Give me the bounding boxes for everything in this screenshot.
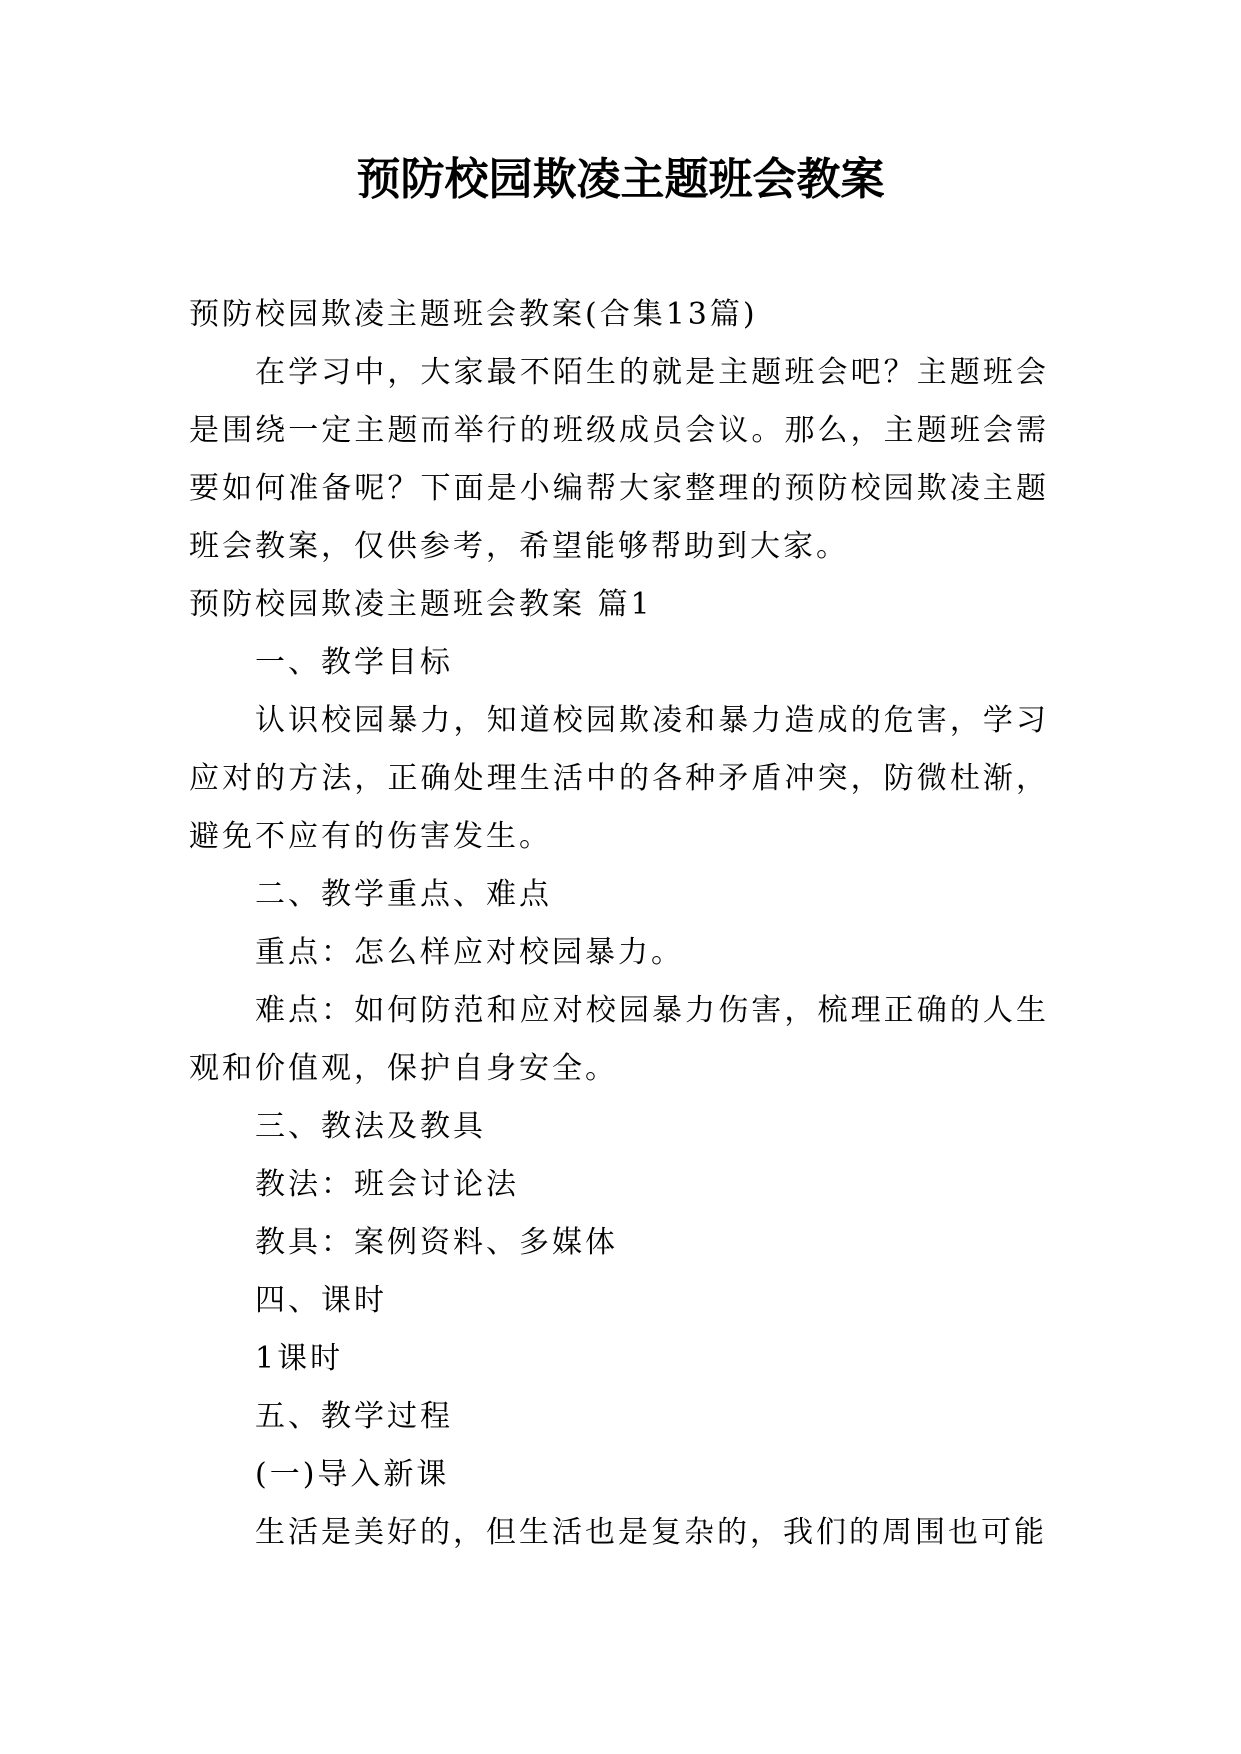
paragraph-difficulty: 难点：如何防范和应对校园暴力伤害，梳理正确的人生观和价值观，保护自身安全。: [189, 993, 1049, 1086]
heading-teaching-process: 五、教学过程: [255, 1399, 453, 1434]
document-title: 预防校园欺凌主题班会教案: [356, 154, 885, 205]
paragraph-class-hours: 1课时: [255, 1341, 344, 1376]
heading-teaching-goals: 一、教学目标: [255, 645, 453, 680]
paragraph-key-point: 重点：怎么样应对校园暴力。: [255, 935, 684, 970]
section-heading-part-1: 预防校园欺凌主题班会教案 篇1: [189, 587, 653, 622]
heading-key-points: 二、教学重点、难点: [255, 877, 552, 912]
heading-class-hours: 四、课时: [255, 1283, 387, 1318]
paragraph-introduction: 生活是美好的，但生活也是复杂的，我们的周围也可能: [255, 1515, 1047, 1550]
paragraph-method: 教法：班会讨论法: [255, 1167, 519, 1202]
heading-methods-tools: 三、教法及教具: [255, 1109, 486, 1144]
paragraph-tools: 教具：案例资料、多媒体: [255, 1225, 618, 1260]
intro-paragraph: 在学习中，大家最不陌生的就是主题班会吧？主题班会是围绕一定主题而举行的班级成员会议。那么，主题班会需要如何准备呢？下面是小编帮大家整理的预防校园欺凌主题班会教案，仅供参考，希望能够帮助到大家。: [189, 355, 1049, 564]
paragraph-teaching-goals: 认识校园暴力，知道校园欺凌和暴力造成的危害，学习应对的方法，正确处理生活中的各种矛盾冲突，防微杜渐，避免不应有的伤害发生。: [189, 703, 1049, 854]
subheading-introduction: (一)导入新课: [255, 1457, 450, 1492]
document-body: [189, 286, 1049, 1562]
collection-subtitle: 预防校园欺凌主题班会教案(合集13篇): [189, 297, 758, 332]
